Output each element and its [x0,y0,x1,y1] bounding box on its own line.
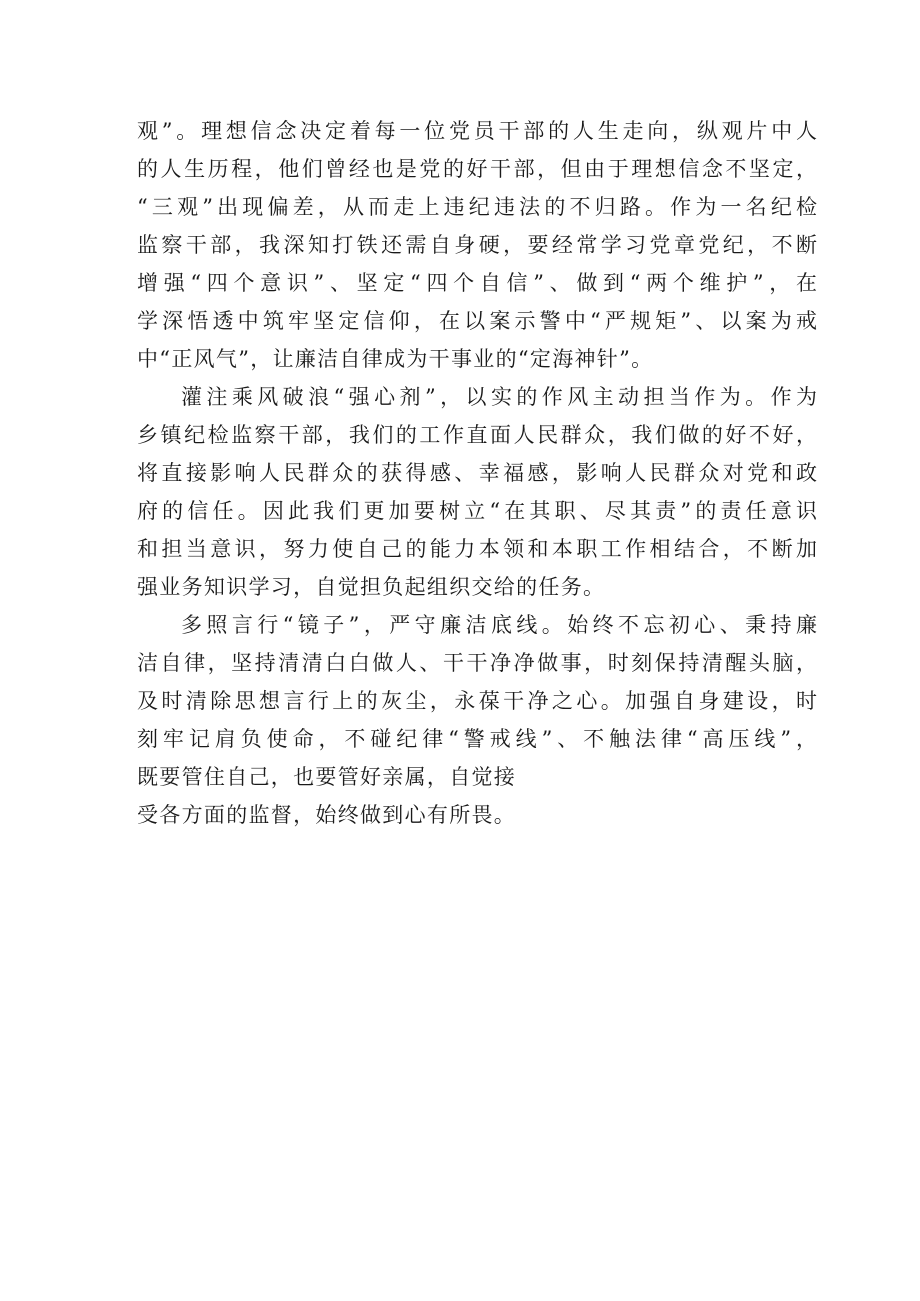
paragraph-3-line-2: 洁自律，坚持清清白白做人、干干净净做事，时刻保持清醒头脑， [137,651,817,675]
paragraph-2-line-3: 将直接影响人民群众的获得感、幸福感，影响人民群众对党和政 [137,461,817,485]
paragraph-3-line-6: 受各方面的监督，始终做到心有所畏。 [137,803,517,827]
paragraph-3-line-5: 既要管住自己，也要管好亲属，自觉接 [137,765,517,789]
paragraph-2-line-4: 府的信任。因此我们更加要树立“在其职、尽其责”的责任意识 [137,499,817,523]
paragraph-2-line-2: 乡镇纪检监察干部，我们的工作直面人民群众，我们做的好不好， [137,423,817,447]
paragraph-1-line-6: 学深悟透中筑牢坚定信仰，在以案示警中“严规矩”、以案为戒 [137,309,817,333]
paragraph-2-line-5: 和担当意识，努力使自己的能力本领和本职工作相结合，不断加 [137,537,817,561]
paragraph-1-line-4: 监察干部，我深知打铁还需自身硬，要经常学习党章党纪，不断 [137,233,817,257]
paragraph-1-line-7: 中“正风气”，让廉洁自律成为干事业的“定海神针”。 [137,347,654,371]
paragraph-2-line-1: 灌注乘风破浪“强心剂”，以实的作风主动担当作为。作为 [181,385,817,409]
paragraph-3-line-1: 多照言行“镜子”，严守廉洁底线。始终不忘初心、秉持廉 [181,613,817,637]
paragraph-1-line-2: 的人生历程，他们曾经也是党的好干部，但由于理想信念不坚定， [137,157,817,181]
paragraph-1-line-3: “三观”出现偏差，从而走上违纪违法的不归路。作为一名纪检 [137,195,817,219]
paragraph-1-line-5: 增强“四个意识”、坚定“四个自信”、做到“两个维护”，在 [137,271,817,295]
paragraph-3-line-4: 刻牢记肩负使命，不碰纪律“警戒线”、不触法律“高压线”， [137,727,817,751]
paragraph-2-line-6: 强业务知识学习，自觉担负起组织交给的任务。 [137,575,606,599]
paragraph-1-line-1: 观”。理想信念决定着每一位党员干部的人生走向，纵观片中人 [137,119,817,143]
paragraph-3-line-3: 及时清除思想言行上的灰尘，永葆干净之心。加强自身建设，时 [137,689,817,713]
